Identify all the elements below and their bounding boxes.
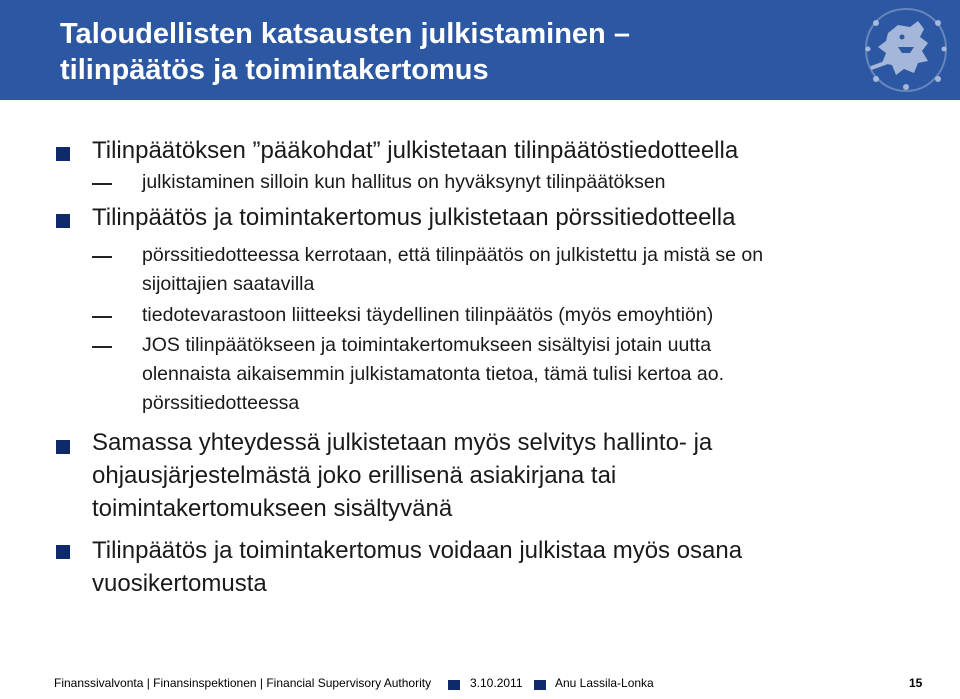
bullet-4-line-2: vuosikertomusta bbox=[92, 570, 267, 597]
dash-icon bbox=[92, 256, 112, 258]
bullet-square-icon bbox=[56, 440, 70, 454]
bullet-2-sub-2: tiedotevarastoon liitteeksi täydellinen tilinpäätös (myös emoyhtiön) bbox=[142, 304, 714, 326]
dash-icon bbox=[92, 316, 112, 318]
dash-icon bbox=[92, 346, 112, 348]
bullet-1-text: Tilinpäätöksen ”pääkohdat” julkistetaan tilinpäätöstiedotteella bbox=[92, 137, 739, 164]
footer-organization: Finanssivalvonta | Finansinspektionen | Financial Supervisory Authority bbox=[54, 676, 432, 690]
bullet-square-icon bbox=[56, 545, 70, 559]
bullet-square-icon bbox=[56, 214, 70, 228]
bullet-2-sub-3-line-2: olennaista aikaisemmin julkistamatonta tietoa, tämä tulisi kertoa ao. bbox=[142, 363, 725, 385]
bullet-2-sub-3-line-1: JOS tilinpäätökseen ja toimintakertomukseen sisältyisi jotain uutta bbox=[142, 334, 712, 356]
bullet-square-icon bbox=[56, 147, 70, 161]
dash-icon bbox=[92, 183, 112, 185]
bullet-2-sub-1-line-1: pörssitiedotteessa kerrotaan, että tilinpäätös on julkistettu ja mistä se on bbox=[142, 244, 764, 266]
slide-footer bbox=[54, 676, 926, 696]
page-number: 15 bbox=[909, 676, 923, 690]
slide-header bbox=[0, 0, 960, 100]
bullet-3-line-2: ohjausjärjestelmästä joko erillisenä asiakirjana tai bbox=[92, 462, 617, 489]
bullet-1-sub-1: julkistaminen silloin kun hallitus on hyväksynyt tilinpäätöksen bbox=[142, 171, 666, 193]
finnish-lion-crest-icon bbox=[858, 3, 954, 97]
footer-author: Anu Lassila-Lonka bbox=[555, 676, 654, 690]
bullet-3-line-1: Samassa yhteydessä julkistetaan myös selvitys hallinto- ja bbox=[92, 429, 713, 456]
bullet-4-line-1: Tilinpäätös ja toimintakertomus voidaan julkistaa myös osana bbox=[92, 537, 743, 564]
footer-square-icon bbox=[448, 680, 460, 690]
slide-title bbox=[60, 16, 840, 88]
footer-date: 3.10.2011 bbox=[470, 676, 523, 690]
slide-title-line-2: tilinpäätös ja toimintakertomus bbox=[60, 54, 489, 86]
bullet-2-sub-1-line-2: sijoittajien saatavilla bbox=[142, 273, 315, 295]
bullet-3-line-3: toimintakertomukseen sisältyvänä bbox=[92, 495, 453, 522]
bullet-2-text: Tilinpäätös ja toimintakertomus julkistetaan pörssitiedotteella bbox=[92, 204, 736, 231]
slide-title-line-1: Taloudellisten katsausten julkistaminen – bbox=[60, 18, 630, 50]
bullet-2-sub-3-line-3: pörssitiedotteessa bbox=[142, 392, 300, 414]
footer-square-icon bbox=[534, 680, 546, 690]
